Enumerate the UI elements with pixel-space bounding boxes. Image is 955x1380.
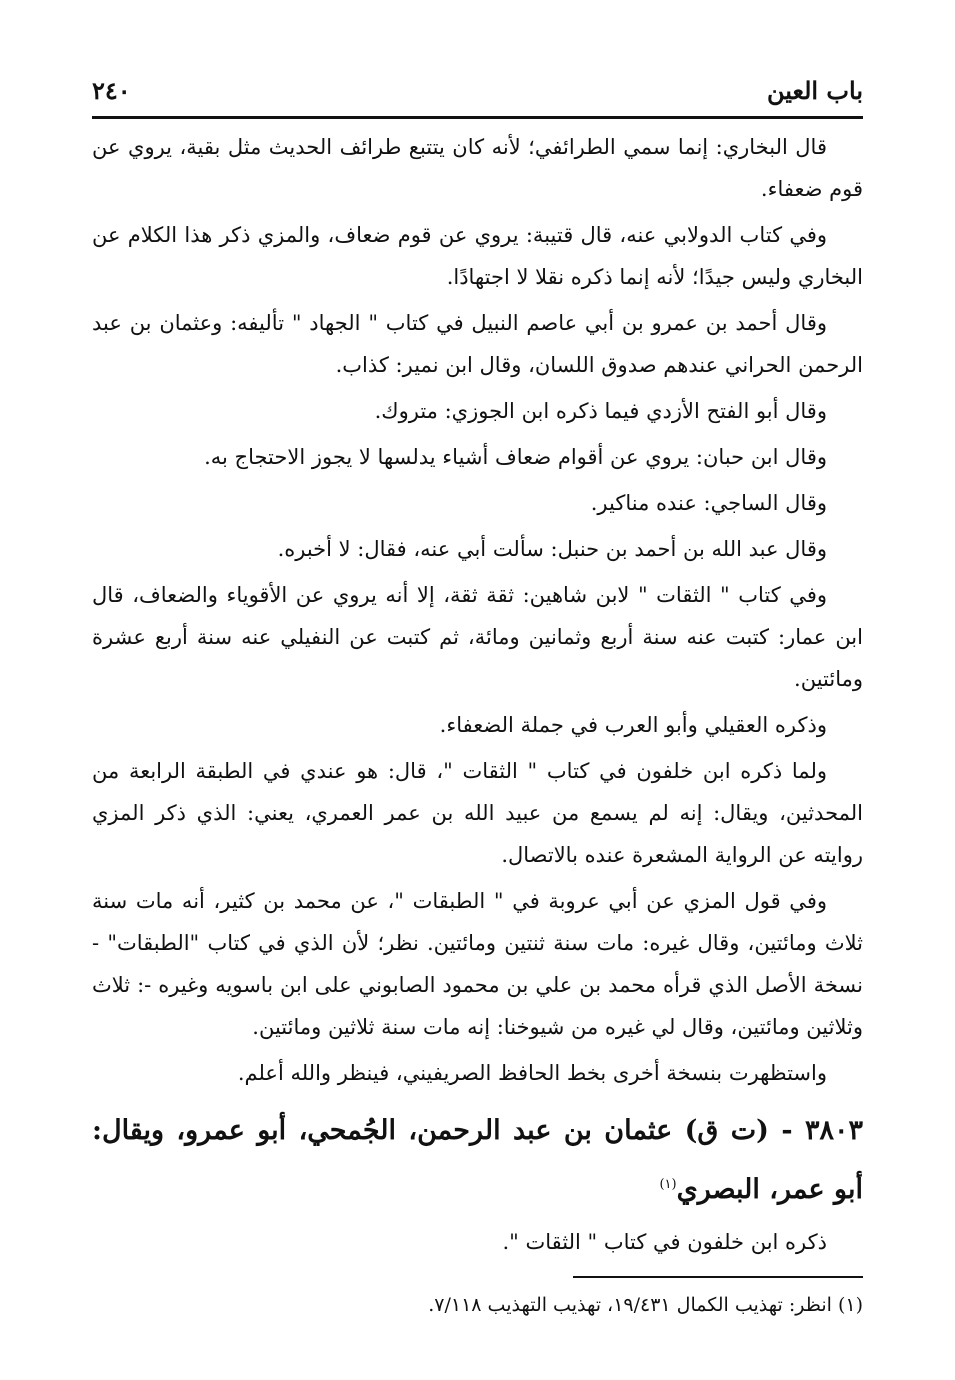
page-number: ٢٤٠ xyxy=(92,75,131,105)
paragraph: وقال ابن حبان: يروي عن أقوام ضعاف أشياء يدلسها لا يجوز الاحتجاج به. xyxy=(204,445,827,469)
paragraph: قال البخاري: إنما سمي الطرائفي؛ لأنه كان يتتبع طرائف الحديث مثل بقية، يروي عن قوم ضعفاء. xyxy=(92,135,863,201)
entry-heading xyxy=(92,1104,863,1217)
paragraph: وفي كتاب الدولابي عنه، قال قتيبة: يروي عن قوم ضعاف، والمزي ذكر هذا الكلام عن البخاري وليس جيدًا؛ لأنه إنما ذكره نقلا لا اجتهادًا. xyxy=(92,223,863,289)
footnote-rule xyxy=(573,1276,863,1278)
paragraph: وقال الساجي: عنده مناكير. xyxy=(590,491,827,515)
paragraph: وقال أحمد بن عمرو بن أبي عاصم النبيل في كتاب " الجهاد " تأليفه: وعثمان بن عبد الرحمن الحراني عندهم صدوق اللسان، وقال ابن نمير: كذاب. xyxy=(92,311,863,377)
paragraph: وقال أبو الفتح الأزدي فيما ذكره ابن الجوزي: متروك. xyxy=(374,399,827,423)
running-title: باب العين xyxy=(766,75,863,105)
paragraph: واستظهرت بنسخة أخرى بخط الحافظ الصريفيني، فينظر والله أعلم. xyxy=(237,1061,827,1085)
main-text xyxy=(92,126,863,1267)
paragraph: وفي كتاب " الثقات " لابن شاهين: ثقة ثقة، إلا أنه يروي عن الأقوياء والضعاف، قال ابن عمار: كتبت عنه سنة أربع وثمانين ومائة، ثم كتبت عن النفيلي عنه سنة أربع عشرة ومائتين. xyxy=(92,583,863,691)
paragraph: ولما ذكره ابن خلفون في كتاب " الثقات "، قال: هو عندي في الطبقة الرابعة من المحدثين، ويقال: إنه لم يسمع من عبيد الله بن عمر العمري، يعني: الذي ذكر المزي روايته عن الرواية المشعرة عنده بالاتصال. xyxy=(92,759,863,867)
page-header xyxy=(92,70,863,110)
paragraph: وقال عبد الله بن أحمد بن حنبل: سألت أبي عنه، فقال: لا أخبره. xyxy=(277,537,827,561)
entry-paragraph: ذكره ابن خلفون في كتاب " الثقات ". xyxy=(502,1230,827,1254)
paragraph: وفي قول المزي عن أبي عروبة في " الطبقات "، عن محمد بن كثير، أنه مات سنة ثلاث ومائتين، وقال غيره: مات سنة ثنتين ومائتين. نظر؛ لأن الذي في كتاب "الطبقات" - نسخة الأصل الذي قرأه محمد بن علي بن محمود الصابوني على ابن باسويه وغيره -: ثلاث وثلاثين ومائتين، وقال لي غيره من شيوخنا: إنه مات سنة ثلاثين ومائتين. xyxy=(92,889,863,1039)
footnote-marker: (١) xyxy=(659,1177,677,1192)
entry-heading-text: ٣٨٠٣ - (ت ق) عثمان بن عبد الرحمن، الجُمحي، أبو عمرو، ويقال: أبو عمر، البصري xyxy=(92,1115,863,1205)
footnote: (١) انظر: تهذيب الكمال ١٩/٤٣١، تهذيب التهذيب ٧/١١٨. xyxy=(428,1294,863,1316)
header-rule xyxy=(92,116,863,119)
paragraph: وذكره العقيلي وأبو العرب في جملة الضعفاء. xyxy=(439,713,827,737)
